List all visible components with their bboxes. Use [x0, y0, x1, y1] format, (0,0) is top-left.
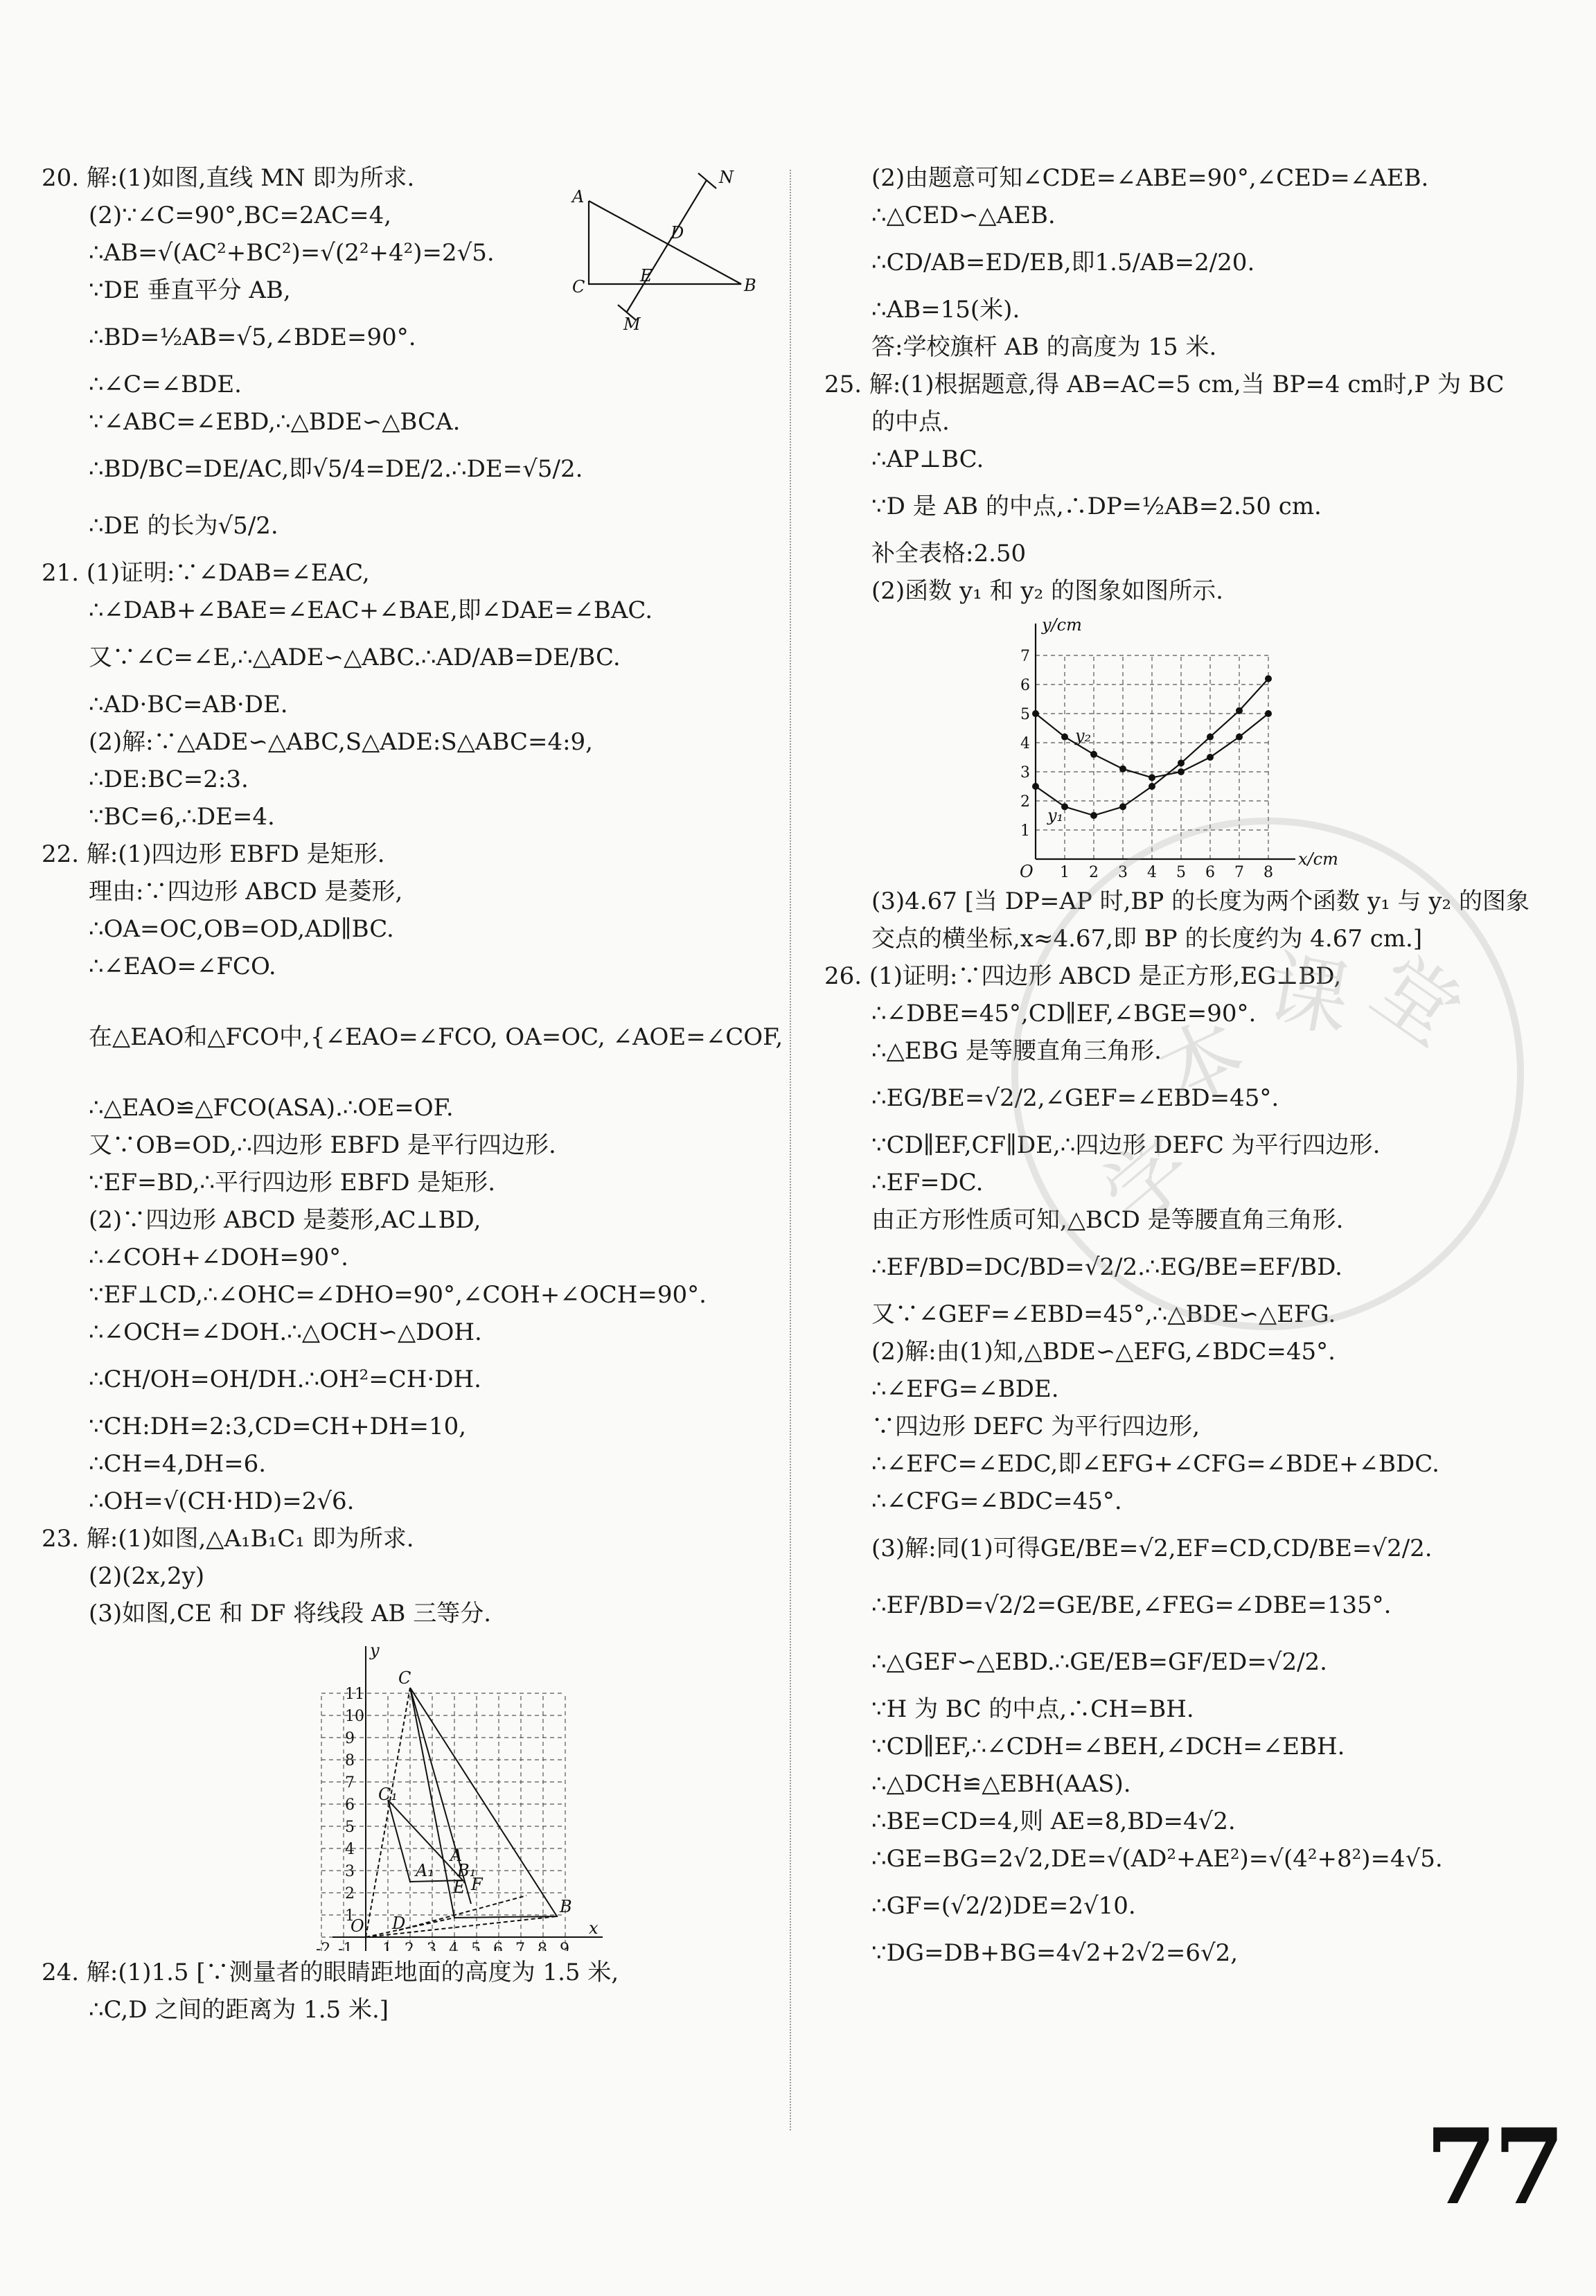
x-tick-label: 4: [449, 1941, 459, 1951]
text-line: ∴BD=½AB=√5,∠BDE=90°.: [89, 324, 416, 351]
y-tick-label: 2: [1020, 793, 1030, 811]
text-line: ∵CD∥EF,CF∥DE,∴四边形 DEFC 为平行四边形.: [871, 1131, 1381, 1159]
stamp-char: 学: [1085, 1117, 1211, 1244]
text-line: 21. (1)证明:∵∠DAB=∠EAC,: [42, 559, 370, 587]
y-tick-label: 5: [345, 1819, 355, 1836]
text-line: (3)解:同(1)可得GE/BE=√2,EF=CD,CD/BE=√2/2.: [871, 1535, 1433, 1562]
text-line: ∴OH=√(CH·HD)=2√6.: [89, 1487, 355, 1515]
y-tick-label: 1: [345, 1907, 355, 1925]
x-axis-label: x: [589, 1918, 598, 1938]
curve-y1-point: [1178, 759, 1185, 766]
text-line: 补全表格:2.50: [871, 540, 1027, 567]
x-tick-label: 5: [471, 1941, 481, 1951]
text-line: ∴DE:BC=2:3.: [89, 766, 249, 793]
text-line: ∴CH/OH=OH/DH.∴OH²=CH·DH.: [89, 1366, 481, 1393]
curve-y1-point: [1265, 675, 1272, 682]
text-line: ∴∠EFG=∠BDE.: [871, 1375, 1059, 1403]
text-line: ∵EF=BD,∴平行四边形 EBFD 是矩形.: [89, 1169, 496, 1196]
text-line: ∴AP⊥BC.: [871, 445, 984, 473]
point-b1-label: B₁: [457, 1861, 477, 1880]
text-line: ∴∠OCH=∠DOH.∴△OCH∽△DOH.: [89, 1318, 482, 1346]
text-line: ∵D 是 AB 的中点,∴DP=½AB=2.50 cm.: [871, 493, 1322, 520]
text-line: 的中点.: [871, 408, 950, 436]
curve-y1-point: [1119, 803, 1126, 810]
text-line: ∴OA=OC,OB=OD,AD∥BC.: [89, 915, 394, 943]
curve-y1-point: [1149, 783, 1155, 790]
column-divider: [790, 170, 791, 2130]
x-tick-label: 3: [1118, 864, 1128, 880]
text-line: ∴△DCH≌△EBH(AAS).: [871, 1770, 1131, 1798]
text-line: ∴∠CFG=∠BDC=45°.: [871, 1487, 1122, 1515]
text-line: 答:学校旗杆 AB 的高度为 15 米.: [871, 333, 1217, 361]
curve-y1-point: [1032, 783, 1039, 790]
y-axis-label: y/cm: [1042, 615, 1082, 635]
segment-df: [399, 1896, 526, 1930]
x-tick-label: 2: [1089, 864, 1099, 880]
label-c: C: [572, 277, 585, 297]
point-c-label: C: [398, 1668, 411, 1688]
text-line: ∴EF=DC.: [871, 1169, 984, 1196]
text-line: ∴AB=15(米).: [871, 296, 1020, 324]
text-line: (2)解:∵△ADE∽△ABC,S△ADE:S△ABC=4:9,: [89, 728, 593, 756]
curve-y2-point: [1149, 774, 1155, 781]
curve-y2-point: [1265, 710, 1272, 717]
text-line: 22. 解:(1)四边形 EBFD 是矩形.: [42, 840, 385, 868]
x-tick-label: 5: [1176, 864, 1186, 880]
text-line: 24. 解:(1)1.5 [∵测量者的眼睛距地面的高度为 1.5 米,: [42, 1959, 619, 1986]
x-tick-label: 8: [1264, 864, 1273, 880]
text-line: (2)函数 y₁ 和 y₂ 的图象如图所示.: [871, 577, 1223, 605]
x-tick-label: -2: [316, 1941, 331, 1951]
arc-mark-n: [698, 173, 716, 188]
x-tick-label: 4: [1147, 864, 1157, 880]
x-tick-label: 9: [560, 1941, 569, 1951]
text-line: ∵CH:DH=2:3,CD=CH+DH=10,: [89, 1413, 467, 1440]
text-line: (2)由题意可知∠CDE=∠ABE=90°,∠CED=∠AEB.: [871, 164, 1429, 192]
text-line: 25. 解:(1)根据题意,得 AB=AC=5 cm,当 BP=4 cm时,P 为 BC: [824, 371, 1505, 398]
text-line: ∵DG=DB+BG=4√2+2√2=6√2,: [871, 1939, 1239, 1967]
text-line: (2)∵∠C=90°,BC=2AC=4,: [89, 202, 392, 229]
page-number: 77: [1425, 2106, 1561, 2228]
text-line: (3)如图,CE 和 DF 将线段 AB 三等分.: [89, 1600, 492, 1627]
origin-label: O: [1020, 862, 1034, 880]
watermark-stamp: [1011, 818, 1524, 1330]
text-line: ∴∠DAB+∠BAE=∠EAC+∠BAE,即∠DAE=∠BAC.: [89, 597, 653, 624]
curve-y1-point: [1236, 707, 1243, 714]
y-tick-label: 9: [345, 1730, 355, 1747]
point-a1-label: A₁: [416, 1861, 434, 1880]
text-line: ∴GF=(√2/2)DE=2√10.: [871, 1892, 1136, 1920]
x-tick-label: 1: [382, 1941, 392, 1951]
origin-label: O: [351, 1916, 364, 1936]
y-tick-label: 4: [345, 1841, 355, 1858]
x-tick-label: 1: [1060, 864, 1070, 880]
text-line: ∴DE 的长为√5/2.: [89, 512, 278, 540]
text-line: ∴EF/BD=DC/BD=√2/2.∴EG/BE=EF/BD.: [871, 1253, 1342, 1281]
text-line: ∴△CED∽△AEB.: [871, 202, 1056, 229]
x-tick-label: 2: [405, 1941, 414, 1951]
figure-23-grid: [42, 1632, 734, 1951]
text-line: ∴△EAO≌△FCO(ASA).∴OE=OF.: [89, 1094, 454, 1122]
x-tick-label: 6: [493, 1941, 503, 1951]
curve-y2-label: y₂: [1075, 726, 1092, 745]
text-line: ∴△GEF∽△EBD.∴GE/EB=GF/ED=√2/2.: [871, 1648, 1327, 1676]
text-line: ∴∠EAO=∠FCO.: [89, 953, 276, 980]
text-line: ∴C,D 之间的距离为 1.5 米.]: [89, 1996, 389, 2024]
text-line: ∴∠EFC=∠EDC,即∠EFG+∠CFG=∠BDE+∠BDC.: [871, 1450, 1439, 1478]
text-line: ∴△EBG 是等腰直角三角形.: [871, 1037, 1162, 1065]
y-tick-label: 7: [1020, 648, 1030, 665]
y-tick-label: 6: [345, 1796, 355, 1814]
label-b: B: [744, 276, 756, 295]
text-line: 交点的横坐标,x≈4.67,即 BP 的长度约为 4.67 cm.]: [871, 925, 1423, 953]
y-tick-label: 4: [1020, 735, 1030, 752]
text-line: 理由:∵四边形 ABCD 是菱形,: [89, 878, 403, 906]
triangle-abc: [410, 1688, 557, 1918]
point-a-label: A: [450, 1846, 463, 1865]
y-tick-label: 2: [345, 1885, 355, 1902]
x-tick-label: 3: [427, 1941, 436, 1951]
text-line: ∴EF/BD=√2/2=GE/BE,∠FEG=∠DBE=135°.: [871, 1591, 1392, 1619]
label-m: M: [623, 315, 641, 333]
label-a: A: [572, 187, 585, 206]
line-mn: [627, 180, 707, 312]
stamp-char: 堂: [1354, 937, 1478, 1064]
text-line: 又∵∠C=∠E,∴△ADE∽△ABC.∴AD/AB=DE/BC.: [89, 644, 621, 671]
stamp-char: 课: [1259, 940, 1358, 1050]
y-tick-label: 8: [345, 1752, 355, 1769]
text-line: ∵H 为 BC 的中点,∴CH=BH.: [871, 1695, 1194, 1723]
stamp-char: 本: [1143, 1003, 1260, 1125]
text-line: ∴CH=4,DH=6.: [89, 1450, 267, 1478]
text-line: 23. 解:(1)如图,△A₁B₁C₁ 即为所求.: [42, 1525, 414, 1553]
figure-20-triangle: [568, 166, 762, 333]
x-tick-label: 7: [515, 1941, 525, 1951]
point-d-label: D: [392, 1914, 406, 1933]
x-tick-label: 8: [538, 1941, 547, 1951]
text-line: ∵BC=6,∴DE=4.: [89, 803, 275, 831]
text-line: ∵EF⊥CD,∴∠OHC=∠DHO=90°,∠COH+∠OCH=90°.: [89, 1281, 707, 1309]
curve-y2-point: [1178, 768, 1185, 775]
text-line: (3)4.67 [当 DP=AP 时,BP 的长度为两个函数 y₁ 与 y₂ 的图象: [871, 888, 1530, 915]
point-e-label: E: [453, 1878, 466, 1897]
ray-oc: [366, 1688, 410, 1937]
text-line: 26. (1)证明:∵四边形 ABCD 是正方形,EG⊥BD,: [824, 962, 1342, 990]
y-tick-label: 1: [1020, 822, 1030, 840]
text-line: ∴GE=BG=2√2,DE=√(AD²+AE²)=√(4²+8²)=4√5.: [871, 1845, 1443, 1873]
text-line: ∵∠ABC=∠EBD,∴△BDE∽△BCA.: [89, 408, 461, 436]
text-line: ∴∠DBE=45°,CD∥EF,∠BGE=90°.: [871, 1000, 1257, 1027]
y-tick-label: 11: [345, 1686, 364, 1703]
text-line: ∴AD·BC=AB·DE.: [89, 691, 288, 718]
y-tick-label: 7: [345, 1774, 355, 1792]
text-line: ∵DE 垂直平分 AB,: [89, 276, 291, 304]
left-column: [42, 159, 783, 2029]
text-line: (2)解:由(1)知,△BDE∽△EFG,∠BDC=45°.: [871, 1338, 1336, 1366]
x-tick-label: 6: [1205, 864, 1215, 880]
triangle-abc: [589, 201, 741, 284]
point-c1-label: C₁: [378, 1785, 398, 1804]
curve-y2: [1036, 714, 1268, 777]
y-tick-label: 10: [345, 1708, 364, 1725]
y-tick-label: 3: [1020, 764, 1030, 781]
y-tick-label: 3: [345, 1863, 355, 1880]
y-axis-label: y: [370, 1641, 380, 1660]
curve-y2-point: [1090, 751, 1097, 758]
text-line: 20. 解:(1)如图,直线 MN 即为所求.: [42, 164, 415, 192]
x-axis-label: x/cm: [1298, 849, 1338, 869]
x-tick-label: -1: [338, 1941, 353, 1951]
text-line: ∴AB=√(AC²+BC²)=√(2²+4²)=2√5.: [89, 239, 495, 267]
curve-y2-point: [1236, 734, 1243, 741]
curve-y2-point: [1061, 734, 1068, 741]
point-f-label: F: [471, 1875, 483, 1894]
text-line: ∵CD∥EF,∴∠CDH=∠BEH,∠DCH=∠EBH.: [871, 1733, 1345, 1760]
curve-y2-point: [1032, 710, 1039, 717]
x-tick-label: 7: [1234, 864, 1244, 880]
text-line: ∴BD/BC=DE/AC,即√5/4=DE/2.∴DE=√5/2.: [89, 455, 583, 483]
text-line: 又∵∠GEF=∠EBD=45°,∴△BDE∽△EFG.: [871, 1300, 1336, 1328]
text-line: ∴∠COH+∠DOH=90°.: [89, 1244, 348, 1271]
text-line: 在△EAO和△FCO中,{∠EAO=∠FCO, OA=OC, ∠AOE=∠COF,: [89, 1023, 783, 1051]
curve-y2-point: [1119, 766, 1126, 772]
text-line: ∴CD/AB=ED/EB,即1.5/AB=2/20.: [871, 249, 1255, 276]
y-tick-label: 5: [1020, 706, 1030, 723]
text-line: ∵四边形 DEFC 为平行四边形,: [871, 1413, 1200, 1440]
text-line: ∴BE=CD=4,则 AE=8,BD=4√2.: [871, 1808, 1236, 1835]
text-line: ∴∠C=∠BDE.: [89, 371, 242, 398]
curve-y2-point: [1207, 754, 1214, 761]
text-line: ∴EG/BE=√2/2,∠GEF=∠EBD=45°.: [871, 1084, 1279, 1112]
text-line: 由正方形性质可知,△BCD 是等腰直角三角形.: [871, 1206, 1344, 1234]
curve-y1-point: [1090, 812, 1097, 819]
text-line: (2)(2x,2y): [89, 1562, 205, 1590]
curve-y1-point: [1207, 734, 1214, 741]
label-d: D: [671, 223, 684, 242]
point-b-label: B: [560, 1897, 572, 1916]
text-line: 又∵OB=OD,∴四边形 EBFD 是平行四边形.: [89, 1131, 556, 1159]
curve-y1-label: y₁: [1047, 806, 1064, 825]
y-tick-label: 6: [1020, 677, 1030, 694]
label-n: N: [719, 168, 734, 187]
label-e: E: [640, 266, 653, 285]
text-line: (2)∵四边形 ABCD 是菱形,AC⊥BD,: [89, 1206, 481, 1234]
